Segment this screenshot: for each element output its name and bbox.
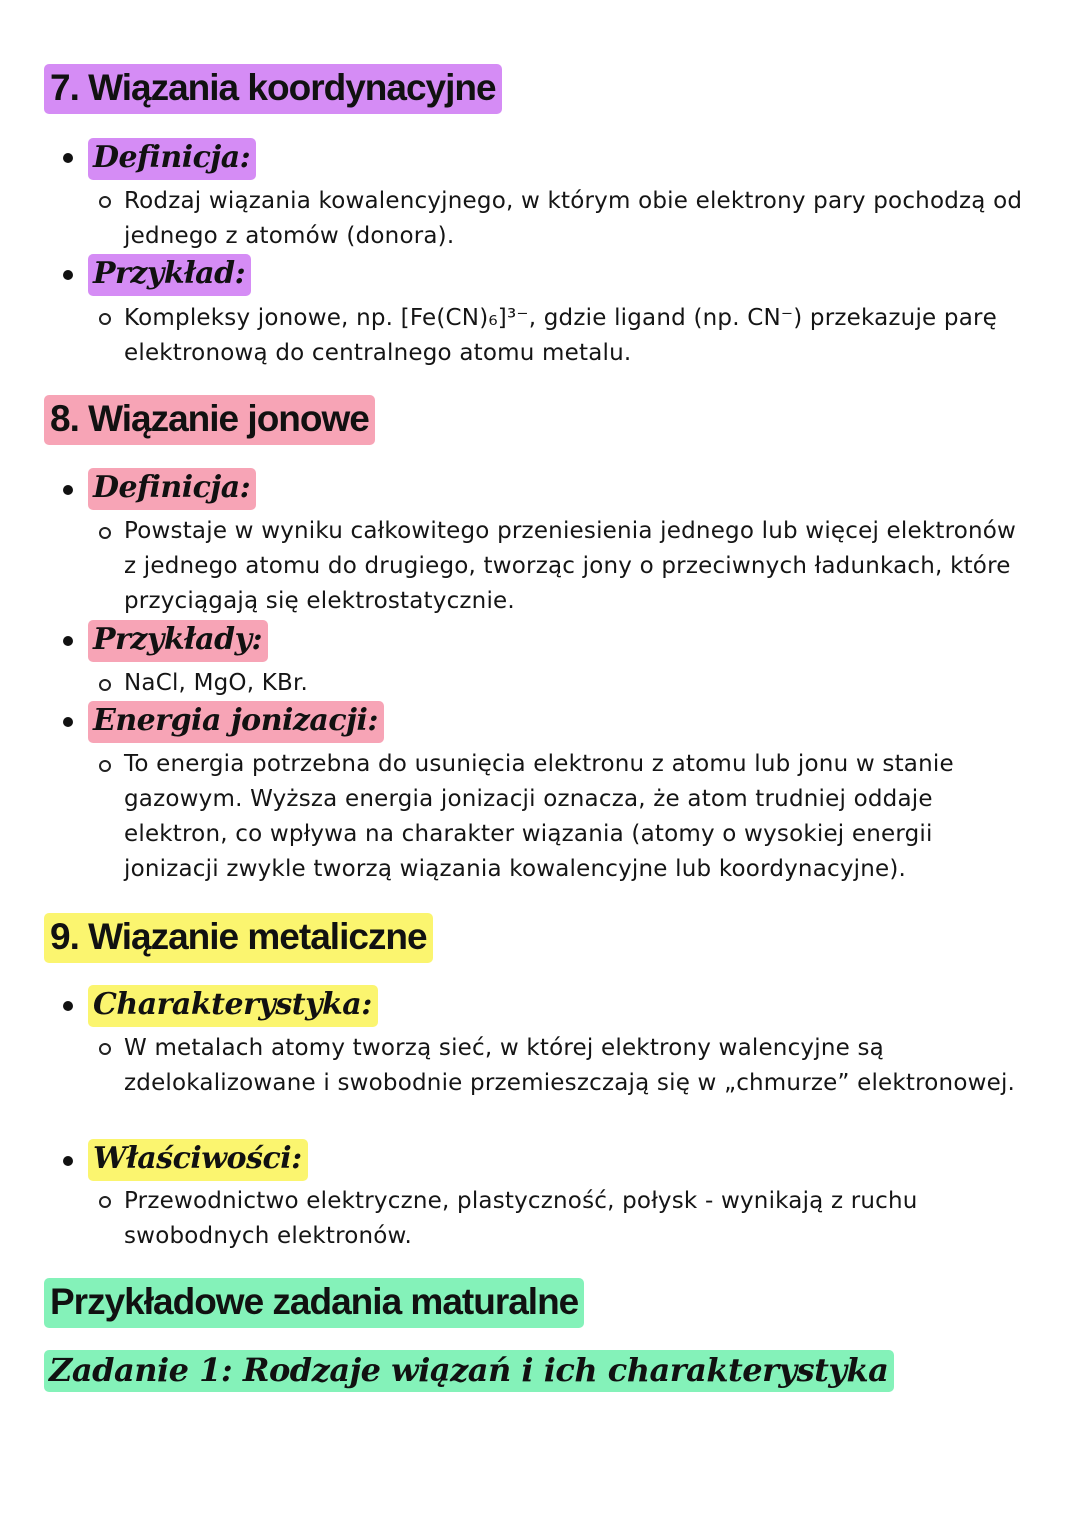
bullet	[63, 485, 73, 495]
sub-bullet	[99, 196, 111, 208]
sub-bullet	[99, 679, 111, 691]
properties-text: Przewodnictwo elektryczne, plastyczność, połysk - wynikają z ruchu swobodnych elektronów.	[124, 1188, 918, 1249]
sub-bullet	[99, 527, 111, 539]
section-9-heading: 9. Wiązanie metaliczne	[44, 913, 433, 963]
bullet	[63, 717, 73, 727]
definition-label: Definicja:	[88, 138, 256, 180]
characteristics-text: W metalach atomy tworzą sieć, w której elektrony walencyjne są zdelokalizowane i swobodnie przemieszczają się w „chmurze” elektronowej.	[124, 1035, 1016, 1096]
examples-label: Przykłady:	[88, 620, 268, 662]
ionization-energy-text: To energia potrzebna do usunięcia elektronu z atomu lub jonu w stanie gazowym. Wyższa energia jonizacji oznacza, że atom trudniej oddaje elektron, co wpływa na charakter wiązania (atomy o wysokiej energii jonizacji zwykle tworzą wiązania kowalencyjne lub koordynacyjne).	[124, 751, 954, 882]
example-label: Przykład:	[88, 254, 251, 296]
bullet	[63, 1001, 73, 1011]
section-7-heading: 7. Wiązania koordynacyjne	[44, 64, 502, 114]
examples-text: NaCl, MgO, KBr.	[124, 670, 309, 696]
sub-bullet	[99, 1043, 111, 1055]
sub-bullet	[99, 1196, 111, 1208]
example-text: Kompleksy jonowe, np. [Fe(CN)₆]³⁻, gdzie ligand (np. CN⁻) przekazuje parę elektronową do centralnego atomu metalu.	[124, 305, 997, 366]
definition-text: Rodzaj wiązania kowalencyjnego, w którym obie elektrony pary pochodzą od jednego z atomów (donora).	[124, 188, 1023, 249]
bullet	[63, 153, 73, 163]
section-8-heading: 8. Wiązanie jonowe	[44, 395, 375, 445]
ionization-energy-label: Energia jonizacji:	[88, 701, 384, 743]
definition-text: Powstaje w wyniku całkowitego przeniesienia jednego lub więcej elektronów z jednego atomu do drugiego, tworząc jony o przeciwnych ładunkach, które przyciągają się elektrostatycznie.	[124, 518, 1017, 614]
sub-bullet	[99, 313, 111, 325]
definition-label: Definicja:	[88, 468, 256, 510]
tasks-heading: Przykładowe zadania maturalne	[44, 1278, 584, 1328]
bullet	[63, 270, 73, 280]
task-1-label: Zadanie 1: Rodzaje wiązań i ich charakterystyka	[44, 1350, 894, 1392]
bullet	[63, 1156, 73, 1166]
bullet	[63, 636, 73, 646]
sub-bullet	[99, 760, 111, 772]
characteristics-label: Charakterystyka:	[88, 985, 378, 1027]
properties-label: Właściwości:	[88, 1139, 308, 1181]
